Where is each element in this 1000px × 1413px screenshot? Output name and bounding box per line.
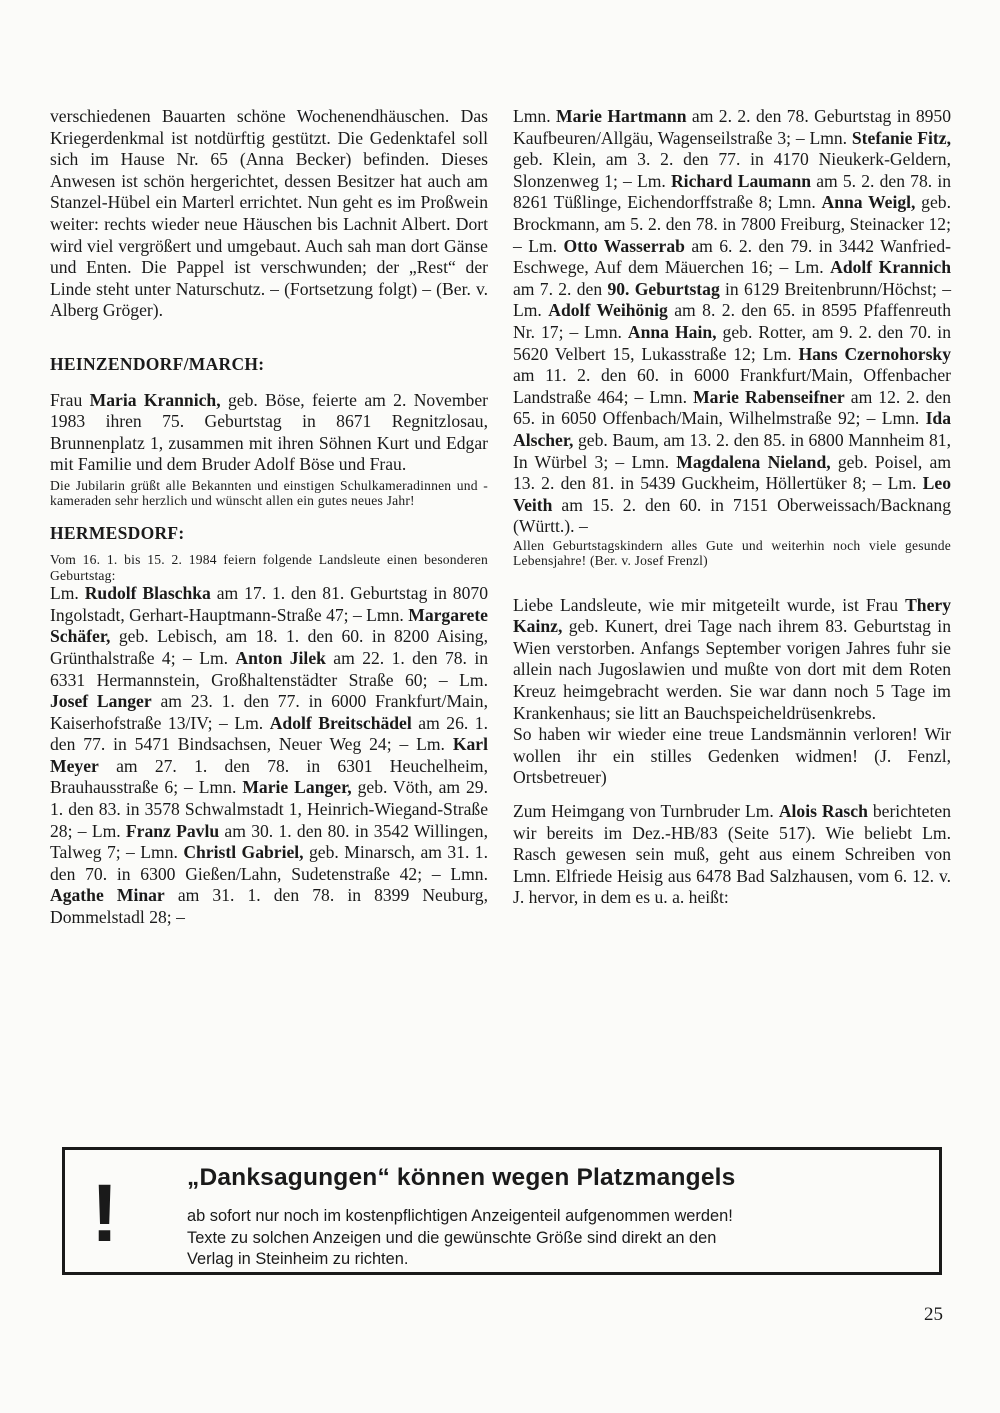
exclamation-icon: ! (91, 1168, 119, 1259)
intro-paragraph: verschiedenen Bauarten schöne Wochenendhäuschen. Das Kriegerdenkmal ist notdürftig gestützt. Die Gedenktafel soll sich im Hause Nr. 65 (Anna Becker) befinden. Dieses Anwesen ist schön hergerichtet, dessen Besitzer hat auch am Stanzel-Hübel ein Marterl errichtet. Nun geht es im Proßwein weiter: rechts wieder neue Häuschen bis Lachnit Albert. Dort wird viel vergrößert und umgebaut. Auch sah man dort Gänse und Enten. Die Pappel ist verschwunden; der „Rest“ der Linde steht unter Naturschutz. – (Fortsetzung folgt) – (Ber. v. Alberg Gröger). (50, 106, 488, 321)
left-column (50, 106, 488, 929)
right-column (513, 106, 951, 909)
heinzendorf-paragraph: Frau Maria Krannich, geb. Böse, feierte am 2. November 1983 ihren 75. Geburtstag in 8671 Regnitzlosau, Brunnenplatz 1, zusammen mit ihren Söhnen Kurt und Edgar mit Familie und dem Bruder Adolf Böse und Frau. (50, 389, 488, 475)
notice-title: „Danksagungen“ können wegen Platzmangels (187, 1164, 736, 1191)
notice-line: Verlag in Steinheim zu richten. (187, 1250, 409, 1268)
person-name: Maria Krannich, (89, 389, 221, 410)
obituary-closing: So haben wir wieder eine treue Landsmännin verloren! Wir wollen ihr ein stilles Gedenken widmen! (J. Fenzl, Ortsbetreuer) (513, 724, 951, 788)
turnbruder-paragraph: Zum Heimgang von Turnbruder Lm. Alois Rasch berichteten wir bereits im Dez.-HB/83 (Seite 517). Wie beliebt Lm. Rasch gewesen sein muß, geht aus einem Schreiben von Lmn. Elfriede Heisig aus 6478 Bad Salzhausen, vom 6. 12. v. J. hervor, in dem es u. a. heißt: (513, 801, 951, 908)
page-number: 25 (924, 1304, 943, 1325)
section-heading-heinzendorf: HEINZENDORF/MARCH: (50, 353, 265, 374)
hermesdorf-intro: Vom 16. 1. bis 15. 2. 1984 feiern folgende Landsleute einen besonderen Geburtstag: (50, 552, 488, 583)
notice-line: ab sofort nur noch im kostenpflichtigen Anzeigenteil aufgenommen werden! (187, 1207, 733, 1225)
hermesdorf-birthdays: Lm. Rudolf Blaschka am 17. 1. den 81. Geburtstag in 8070 Ingolstadt, Gerhart-Hauptmann-Straße 47; – Lmn. Margarete Schäfer, geb. Lebisch, am 18. 1. den 60. in 8200 Aising, Grünthalstraße 4; – Lm. Anton Jilek am 22. 1. den 78. in 6331 Hermannstein, Großhaltenstädter Straße 60; – Lm. Josef Langer am 23. 1. den 77. in 6000 Frankfurt/Main, Kaiserhofstraße 13/IV; – Lm. Adolf Breitschädel am 26. 1. den 77. in 5471 Bindsachsen, Neuer Weg 24; – Lm. Karl Meyer am 27. 1. den 78. in 6301 Heuchelheim, Brauhausstraße 6; – Lmn. Marie Langer, geb. Vöth, am 29. 1. den 83. in 3578 Schwalmstadt 1, Heinrich-Wiegand-Straße 28; – Lm. Franz Pavlu am 30. 1. den 80. in 3542 Willingen, Talweg 7; – Lmn. Christl Gabriel, geb. Minarsch, am 31. 1. den 70. in 6300 Gießen/Lahn, Sudetenstraße 42; – Lmn. Agathe Minar am 31. 1. den 78. in 8399 Neuburg, Dommelstadl 28; – (50, 583, 489, 928)
notice-box (62, 1147, 942, 1275)
heinzendorf-greeting: Die Jubilarin grüßt alle Bekannten und einstigen Schulkameradinnen und -kameraden sehr herzlich und wünscht allen ein gutes neues Jahr! (50, 477, 488, 509)
obituary-paragraph: Liebe Landsleute, wie mir mitgeteilt wurde, ist Frau Thery Kainz, geb. Kunert, drei Tage nach ihrem 83. Geburtstag in Wien verstorben. Anfangs September vorigen Jahres fuhr sie allein nach Jugoslawien und mußte von dort mit dem Roten Kreuz heimgebracht werden. Sie war dann noch 5 Tage im Krankenhaus; sie litt an Bauchspeicheldrüsenkrebs. (513, 594, 951, 723)
birthday-list-continued: Lmn. Marie Hartmann am 2. 2. den 78. Geburtstag in 8950 Kaufbeuren/Allgäu, Wagenseilstraße 3; – Lmn. Stefanie Fitz, geb. Klein, am 3. 2. den 77. in 4170 Nieukerk-Geldern, Slonzenweg 1; – Lm. Richard Laumann am 5. 2. den 78. in 8261 Tüßlinge, Eichendorffstraße 8; Lmn. Anna Weigl, geb. Brockmann, am 5. 2. den 78. in 7800 Freiburg, Steinacker 12; – Lm. Otto Wasserrab am 6. 2. den 79. in 3442 Wanfried-Eschwege, Auf dem Mäuerchen 16; – Lm. Adolf Krannich am 7. 2. den 90. Geburtstag in 6129 Breitenbrunn/Höchst; – Lm. Adolf Weihönig am 8. 2. den 65. in 8595 Pfaffenreuth Nr. 17; – Lmn. Anna Hain, geb. Rotter, am 9. 2. den 70. in 5620 Velbert 15, Lukasstraße 12; Lm. Hans Czernohorsky am 11. 2. den 60. in 6000 Frankfurt/Main, Offenbacher Landstraße 464; – Lmn. Marie Rabenseifner am 12. 2. den 65. in 6050 Offenbach/Main, Wilhelmstraße 92; – Lmn. Ida Alscher, geb. Baum, am 13. 2. den 85. in 6800 Mannheim 81, In Würbel 3; – Lmn. Magdalena Nieland, geb. Poisel, am 13. 2. den 81. in 5439 Guckheim, Höllertüker 8; – Lm. Leo Veith am 15. 2. den 60. in 7151 Oberweissach/Backnang (Württ.). – (513, 106, 952, 537)
notice-body (187, 1206, 907, 1271)
birthday-wishes: Allen Geburtstagskindern alles Gute und weiterhin noch viele gesunde Lebensjahre! (Ber. v. Josef Frenzl) (513, 537, 951, 569)
notice-line: Texte zu solchen Anzeigen und die gewünschte Größe sind direkt an den (187, 1228, 717, 1247)
section-heading-hermesdorf: HERMESDORF: (50, 522, 185, 543)
